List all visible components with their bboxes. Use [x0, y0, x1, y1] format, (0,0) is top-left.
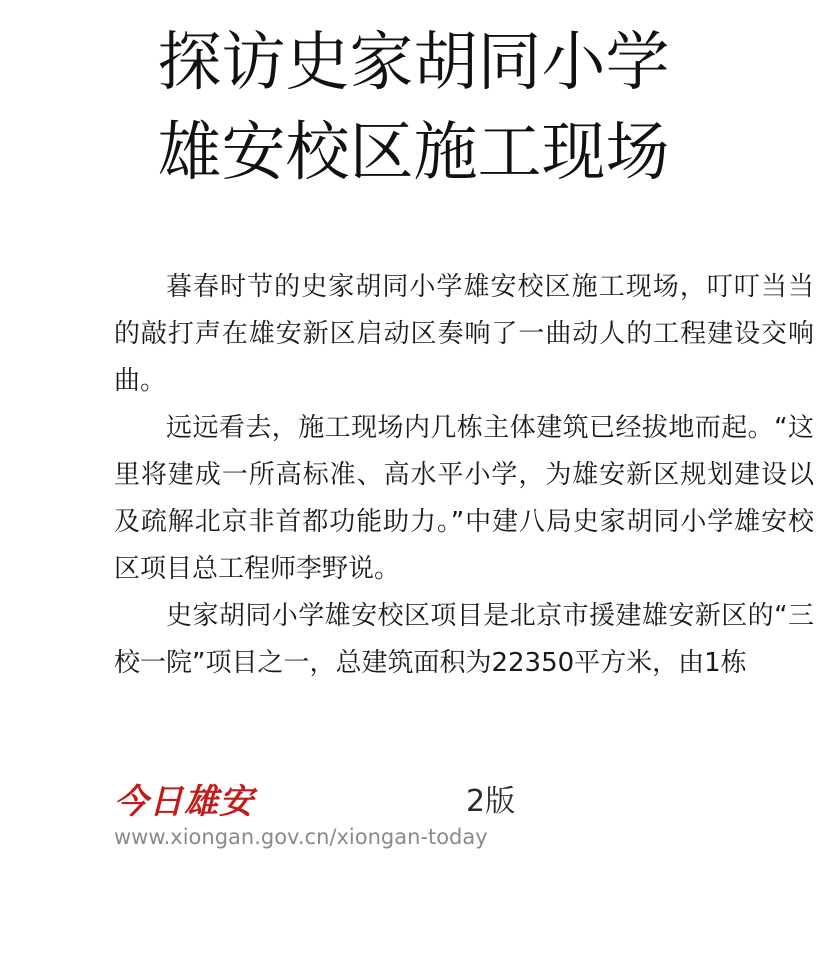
publication-logo: 今日雄安: [114, 782, 254, 822]
publication-footer: [114, 782, 534, 852]
headline-line-1: 探访史家胡同小学: [157, 26, 670, 100]
headline-line-2: 雄安校区施工现场: [157, 116, 670, 190]
edition-label: 2版: [466, 784, 516, 819]
article-paragraph-2: 远远看去，施工现场内几栋主体建筑已经拔地而起。“这里将建成一所高标准、高水平小学，为雄安新区规划建设以及疏解北京非首都功能助力。”中建八局史家胡同小学雄安校区项目总工程师李野说。: [114, 413, 814, 584]
headline: [0, 18, 827, 198]
article-paragraph-3: 史家胡同小学雄安校区项目是北京市援建雄安新区的“三校一院”项目之一，总建筑面积为22350平方米，由1栋: [114, 601, 814, 678]
article-body: [114, 264, 814, 687]
article-paragraph-1: 暮春时节的史家胡同小学雄安校区施工现场，叮叮当当的敲打声在雄安新区启动区奏响了一曲动人的工程建设交响曲。: [114, 272, 814, 396]
publication-url: www.xiongan.gov.cn/xiongan-today: [114, 825, 488, 849]
